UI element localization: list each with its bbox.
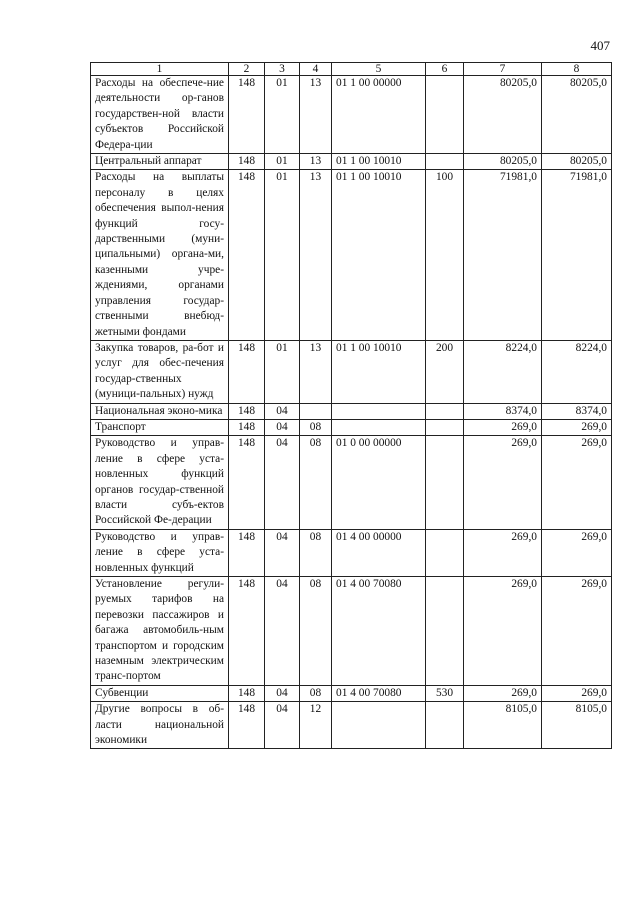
cell-amount-1: 269,0 [464, 529, 542, 576]
cell-amount-1: 71981,0 [464, 170, 542, 340]
cell-section: 01 [265, 154, 300, 170]
cell-subsection: 13 [300, 76, 332, 154]
cell-subsection: 13 [300, 340, 332, 403]
column-header: 1 [91, 63, 229, 76]
cell-section: 04 [265, 403, 300, 419]
cell-target-article: 01 1 00 00000 [332, 76, 426, 154]
row-description: Установление регули-руемых тарифов на перевозки пассажиров и багажа автомобиль-ным транспортом и городским наземным электрическим транс-портом [91, 577, 229, 686]
cell-target-article: 01 4 00 70080 [332, 577, 426, 686]
cell-amount-2: 80205,0 [542, 154, 612, 170]
cell-amount-2: 8374,0 [542, 403, 612, 419]
cell-subsection: 08 [300, 419, 332, 435]
table-row [91, 436, 612, 529]
cell-amount-1: 8224,0 [464, 340, 542, 403]
cell-expense-type: 100 [426, 170, 464, 340]
cell-ministry-code: 148 [229, 340, 265, 403]
cell-ministry-code: 148 [229, 76, 265, 154]
cell-ministry-code: 148 [229, 436, 265, 529]
cell-subsection: 13 [300, 170, 332, 340]
table-body [91, 63, 612, 749]
cell-amount-2: 71981,0 [542, 170, 612, 340]
cell-expense-type [426, 154, 464, 170]
cell-subsection: 12 [300, 702, 332, 749]
cell-section: 01 [265, 340, 300, 403]
cell-target-article: 01 1 00 10010 [332, 170, 426, 340]
cell-target-article [332, 419, 426, 435]
cell-ministry-code: 148 [229, 170, 265, 340]
cell-amount-2: 269,0 [542, 685, 612, 701]
cell-subsection: 13 [300, 154, 332, 170]
cell-amount-2: 80205,0 [542, 76, 612, 154]
column-header: 2 [229, 63, 265, 76]
cell-expense-type: 200 [426, 340, 464, 403]
row-description: Транспорт [91, 419, 229, 435]
cell-amount-1: 269,0 [464, 577, 542, 686]
cell-section: 04 [265, 529, 300, 576]
row-description: Руководство и управ-ление в сфере уста-новленных функций [91, 529, 229, 576]
cell-section: 01 [265, 76, 300, 154]
table-row [91, 403, 612, 419]
row-description: Центральный аппарат [91, 154, 229, 170]
cell-amount-1: 269,0 [464, 685, 542, 701]
column-header: 3 [265, 63, 300, 76]
cell-section: 04 [265, 577, 300, 686]
cell-amount-2: 269,0 [542, 577, 612, 686]
cell-ministry-code: 148 [229, 419, 265, 435]
budget-table [90, 62, 612, 749]
cell-amount-1: 269,0 [464, 419, 542, 435]
cell-section: 01 [265, 170, 300, 340]
column-header: 7 [464, 63, 542, 76]
table-row [91, 419, 612, 435]
row-description: Другие вопросы в об-ласти национальной экономики [91, 702, 229, 749]
column-header: 6 [426, 63, 464, 76]
cell-amount-1: 269,0 [464, 436, 542, 529]
cell-subsection [300, 403, 332, 419]
cell-section: 04 [265, 436, 300, 529]
cell-amount-2: 269,0 [542, 419, 612, 435]
cell-target-article: 01 1 00 10010 [332, 154, 426, 170]
row-description: Национальная эконо-мика [91, 403, 229, 419]
cell-section: 04 [265, 702, 300, 749]
row-description: Расходы на выплаты персоналу в целях обеспечения выпол-нения функций госу-дарственными (муни-ципальными) органа-ми, казенными учре-ждениями, органами управления государ-ственными внебюд-жетными фондами [91, 170, 229, 340]
cell-expense-type: 530 [426, 685, 464, 701]
cell-subsection: 08 [300, 577, 332, 686]
table-row [91, 685, 612, 701]
row-description: Расходы на обеспече-ние деятельности ор-ганов государствен-ной власти субъектов Российской Федера-ции [91, 76, 229, 154]
cell-section: 04 [265, 685, 300, 701]
cell-target-article [332, 403, 426, 419]
column-header: 8 [542, 63, 612, 76]
cell-expense-type [426, 403, 464, 419]
cell-expense-type [426, 702, 464, 749]
cell-expense-type [426, 76, 464, 154]
cell-subsection: 08 [300, 685, 332, 701]
row-description: Субвенции [91, 685, 229, 701]
cell-amount-2: 269,0 [542, 436, 612, 529]
column-header: 5 [332, 63, 426, 76]
cell-target-article: 01 0 00 00000 [332, 436, 426, 529]
cell-amount-1: 80205,0 [464, 154, 542, 170]
cell-amount-1: 8105,0 [464, 702, 542, 749]
cell-target-article [332, 702, 426, 749]
table-row [91, 702, 612, 749]
table-row [91, 577, 612, 686]
cell-amount-2: 8224,0 [542, 340, 612, 403]
cell-ministry-code: 148 [229, 529, 265, 576]
cell-ministry-code: 148 [229, 403, 265, 419]
cell-section: 04 [265, 419, 300, 435]
row-description: Руководство и управ-ление в сфере уста-новленных функций органов государ-ственной власти субъ-ектов Российской Фе-дерации [91, 436, 229, 529]
cell-target-article: 01 4 00 70080 [332, 685, 426, 701]
cell-amount-1: 8374,0 [464, 403, 542, 419]
table-row [91, 340, 612, 403]
cell-subsection: 08 [300, 436, 332, 529]
table-row [91, 529, 612, 576]
cell-expense-type [426, 436, 464, 529]
cell-target-article: 01 1 00 10010 [332, 340, 426, 403]
header-row [91, 63, 612, 76]
page-number: 407 [590, 38, 610, 53]
row-description: Закупка товаров, ра-бот и услуг для обес-печения государ-ственных (муници-пальных) нужд [91, 340, 229, 403]
cell-ministry-code: 148 [229, 702, 265, 749]
cell-ministry-code: 148 [229, 685, 265, 701]
cell-amount-2: 8105,0 [542, 702, 612, 749]
table-row [91, 76, 612, 154]
cell-amount-2: 269,0 [542, 529, 612, 576]
cell-target-article: 01 4 00 00000 [332, 529, 426, 576]
column-header: 4 [300, 63, 332, 76]
cell-amount-1: 80205,0 [464, 76, 542, 154]
cell-expense-type [426, 529, 464, 576]
cell-subsection: 08 [300, 529, 332, 576]
cell-ministry-code: 148 [229, 154, 265, 170]
cell-expense-type [426, 577, 464, 686]
cell-ministry-code: 148 [229, 577, 265, 686]
table-row [91, 170, 612, 340]
cell-expense-type [426, 419, 464, 435]
table-row [91, 154, 612, 170]
